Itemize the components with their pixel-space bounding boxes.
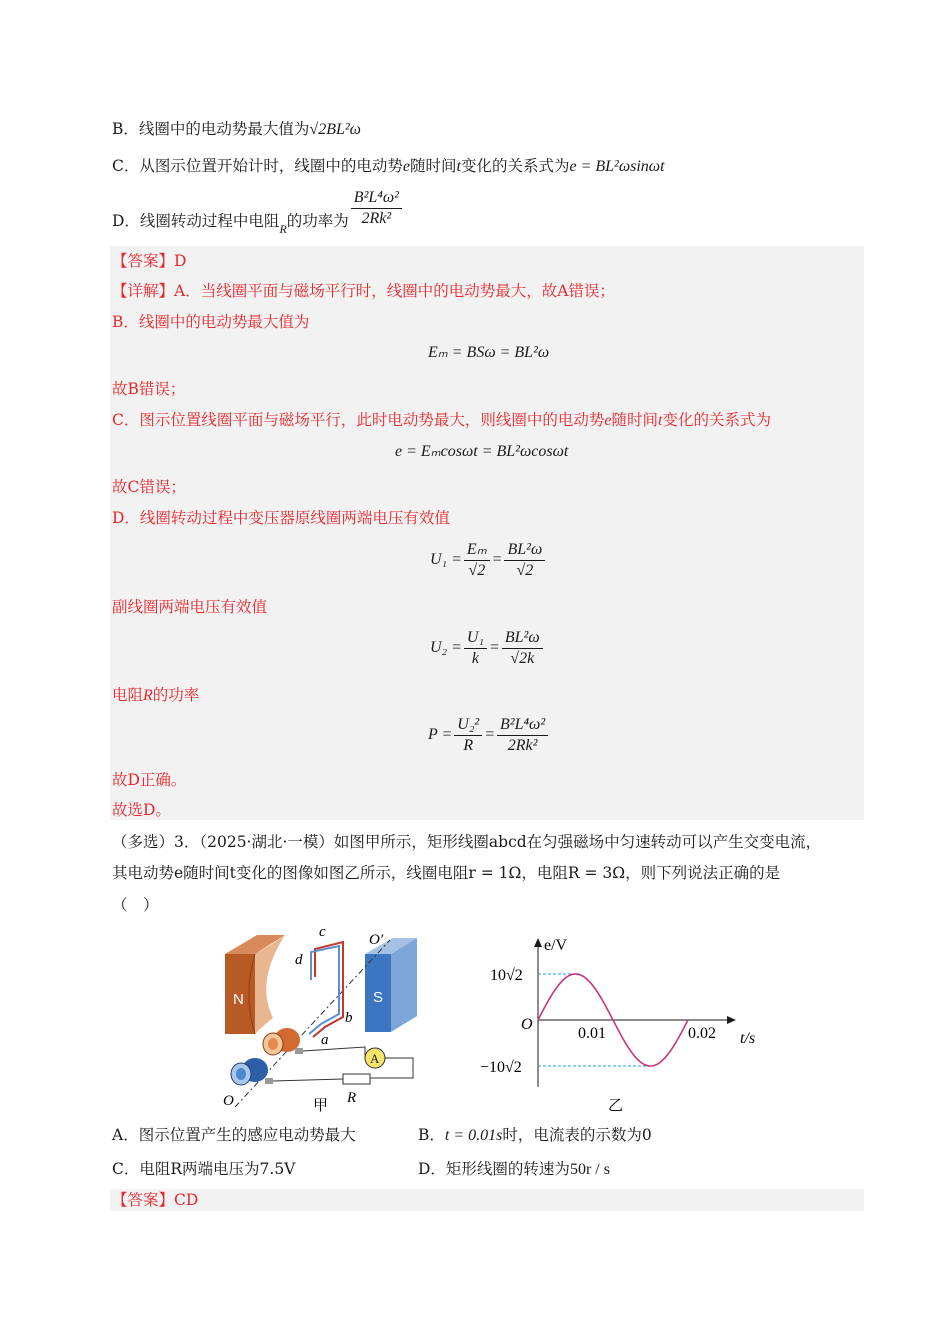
fraction-denominator: 2Rk²: [361, 210, 392, 227]
frac-den: √2: [516, 562, 534, 579]
frac-den: √2: [468, 562, 486, 579]
explain-d: D．线圈转动过程中变压器原线圈两端电压有效值: [112, 509, 450, 527]
frac-num: U₂²: [454, 715, 482, 736]
wire-upper: [303, 1047, 365, 1059]
frac-den: R: [463, 737, 474, 754]
equation-u1: U₁ = $\frac{\text{Eₘ}}{√2}$ = $\frac{\text{BL²ω}}{√2}$: [430, 540, 547, 581]
option-b: [112, 118, 361, 141]
label-d: d: [295, 952, 303, 968]
x-tick-0.02: 0.02: [688, 1025, 716, 1042]
label-o: O: [223, 1093, 234, 1109]
option3-b-prefix: B．: [418, 1126, 445, 1144]
frac-2: [504, 540, 545, 581]
magnet-n: [225, 935, 285, 1034]
caption-yi: 乙: [608, 1096, 624, 1114]
frac-2: [502, 628, 543, 669]
power-line: [112, 684, 199, 707]
question3-line1: （多选）3．（2025·湖北·一模）如图甲所示，矩形线圈abcd在匀强磁场中匀速转动可以产生交变电流，: [112, 833, 822, 851]
equation-em: Eₘ = BSω = BL²ω: [428, 344, 550, 361]
option3-d-formula: 50r / s: [569, 1161, 610, 1178]
option-c: [112, 155, 665, 178]
frac-1: [464, 628, 487, 669]
option3-d-prefix: D．矩形线圈的转速为: [418, 1160, 570, 1178]
answer-label: 【答案】D: [112, 252, 187, 270]
var-r: R: [279, 221, 287, 236]
frac-num: BL²ω: [504, 540, 545, 561]
c-conclusion: 故C错误；: [112, 478, 186, 496]
x-label: t/s: [740, 1030, 756, 1047]
option3-b: [418, 1124, 652, 1147]
option-c-formula: e = BL²ωsinωt: [569, 158, 665, 175]
frac-num: Eₘ: [464, 540, 490, 561]
b-conclusion: 故B错误；: [112, 380, 186, 398]
slip-ring-upper: [263, 1028, 300, 1055]
brush-upper: [295, 1048, 303, 1054]
answer3-box: [110, 1189, 864, 1211]
frac-num: BL²ω: [502, 628, 543, 649]
frac-num: B²L⁴ω²: [497, 715, 548, 736]
power-suffix: 的功率: [152, 686, 200, 704]
explain-c: [112, 409, 771, 432]
question3-line3: （ ）: [112, 896, 159, 914]
eq-lhs: U₁ =: [430, 551, 462, 569]
power-text: 电阻: [112, 686, 144, 704]
equation-p: P = $\frac{\text{U₂²}}{R}$ = $\frac{\text{B²L⁴ω²}}{\text{2Rk²}}$: [428, 715, 550, 756]
var-e: e: [402, 158, 410, 175]
frac-den: √2k: [510, 650, 535, 667]
slip-ring-lower: [231, 1058, 268, 1085]
option-c-text: C．从图示位置开始计时，线圈中的电动势: [112, 157, 403, 175]
label-s: S: [373, 989, 384, 1006]
option3-b-suffix: 时，电流表的示数为0: [502, 1126, 652, 1144]
explain-c-c: 变化的关系式为: [662, 411, 771, 429]
frac-1: [454, 715, 482, 756]
option3-b-formula: t = 0.01s: [444, 1127, 503, 1144]
d-conclusion: 故D正确。: [112, 771, 187, 789]
option-c-mid1: 随时间: [409, 157, 457, 175]
eq-lhs: U₂ =: [430, 639, 462, 657]
option3-a: A．图示位置产生的感应电动势最大: [112, 1126, 356, 1144]
option-b-formula: √2BL²ω: [309, 121, 361, 138]
frac-den: k: [471, 650, 480, 667]
question3-line2: 其电动势e随时间t变化的图像如图乙所示，线圈电阻r = 1Ω，电阻R = 3Ω，则下列说法正确的是: [112, 864, 781, 882]
resistor: [343, 1074, 370, 1084]
et-chart: [470, 932, 770, 1117]
option-d-text: D．线圈转动过程中电阻: [112, 211, 280, 230]
explain-head: 【详解】A．当线圈平面与磁场平行时，线圈中的电动势最大，故A错误；: [112, 282, 615, 300]
explain-c-a: C．图示位置线圈平面与磁场平行，此时电动势最大，则线圈中的电动势: [112, 411, 605, 429]
y-axis-arrow: [534, 938, 542, 947]
frac-den: 2Rk²: [507, 737, 538, 754]
option-c-mid2: 变化的关系式为: [460, 157, 570, 175]
equation-u2: U₂ = $\frac{\text{U₁}}{k}$ = $\frac{\text{BL²ω}}{√2k}$: [430, 628, 545, 669]
secondary-line: 副线圈两端电压有效值: [112, 598, 268, 616]
option-d-fraction: [351, 188, 402, 229]
wire-lower: [273, 1079, 343, 1081]
frac-2: [497, 715, 548, 756]
origin-label: O: [521, 1016, 533, 1033]
option-b-text: B．线圈中的电动势最大值为: [112, 120, 310, 138]
option-d-suffix: 的功率为: [286, 211, 349, 230]
option3-d: [418, 1158, 610, 1181]
magnet-s: [365, 938, 417, 1032]
final-answer: 故选D。: [112, 801, 171, 819]
label-n: N: [233, 991, 244, 1008]
eq-lhs: P =: [428, 726, 453, 744]
x-tick-0.01: 0.01: [578, 1025, 606, 1042]
var-t: t: [658, 412, 663, 429]
var-t: t: [456, 158, 461, 175]
y-tick-bottom: −10√2: [480, 1059, 522, 1076]
x-axis-arrow: [727, 1016, 736, 1024]
label-c: c: [319, 924, 326, 940]
label-o-prime: O′: [369, 932, 384, 948]
equation-e-cos: e = Eₘcosωt = BL²ωcosωt: [395, 443, 569, 460]
var-r: R: [143, 687, 153, 704]
fraction-numerator: B²L⁴ω²: [351, 188, 402, 209]
option3-c: C．电阻R两端电压为7.5V: [112, 1160, 296, 1178]
y-label: e/V: [544, 937, 568, 954]
answer3-label: 【答案】CD: [112, 1191, 199, 1209]
label-b: b: [345, 1010, 353, 1026]
frac-1: [464, 540, 490, 581]
explain-b: B．线圈中的电动势最大值为: [112, 313, 310, 331]
var-e: e: [604, 412, 612, 429]
label-ammeter: A: [370, 1051, 380, 1066]
frac-num: U₁: [464, 628, 487, 649]
brush-lower: [265, 1078, 273, 1084]
explain-c-b: 随时间: [611, 411, 658, 429]
y-tick-top: 10√2: [490, 967, 523, 984]
caption-jia: 甲: [313, 1096, 329, 1114]
option-d: [112, 190, 404, 234]
label-r: R: [347, 1090, 357, 1106]
label-a: a: [321, 1032, 329, 1048]
generator-diagram: [215, 922, 430, 1117]
